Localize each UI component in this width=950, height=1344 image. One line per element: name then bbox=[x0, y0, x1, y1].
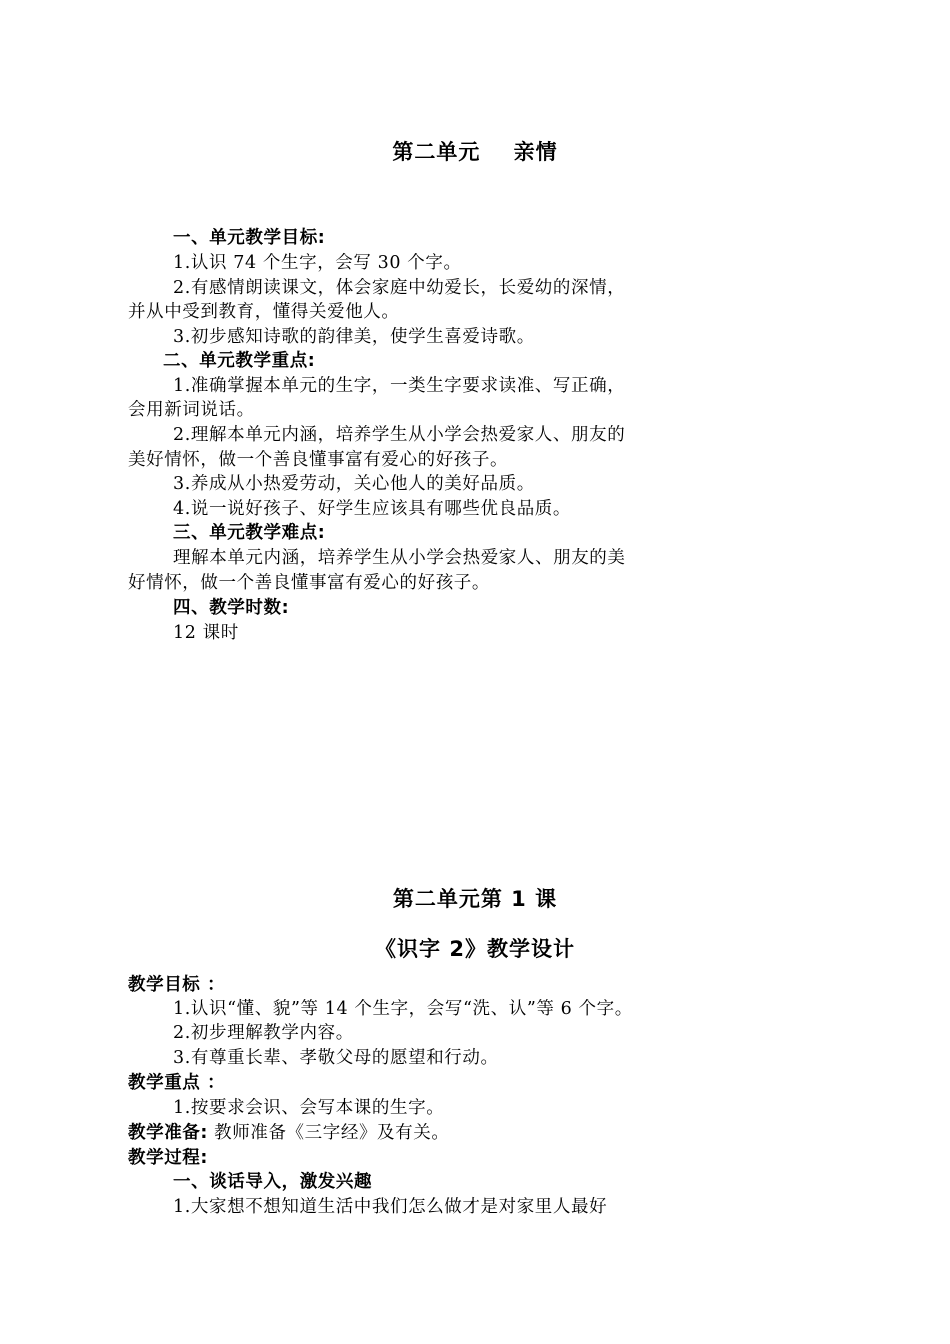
key-line-4: 4.说一说好孩子、好学生应该具有哪些优良品质。 bbox=[173, 499, 571, 519]
objective-line-1: 1.认识“懂、貌”等 14 个生字，会写“洗、认”等 6 个字。 bbox=[173, 999, 633, 1019]
goal-line-3: 3.初步感知诗歌的韵律美，使学生喜爱诗歌。 bbox=[173, 327, 535, 347]
difficulty-heading: 三、单元教学难点: bbox=[173, 523, 326, 543]
difficulty-line-1-cont: 好情怀，做一个善良懂事富有爱心的好孩子。 bbox=[128, 573, 490, 593]
goal-line-2: 2.有感情朗读课文，体会家庭中幼爱长，长爱幼的深情， bbox=[173, 278, 626, 298]
hours-heading: 四、教学时数: bbox=[173, 598, 290, 618]
prep-heading: 教学准备: bbox=[128, 1123, 208, 1143]
focus-heading: 教学重点 ： bbox=[128, 1073, 226, 1093]
prep-line bbox=[128, 1121, 449, 1145]
focus-line-1: 1.按要求会识、会写本课的生字。 bbox=[173, 1098, 445, 1118]
objectives-heading: 教学目标 ： bbox=[128, 975, 226, 995]
process-heading: 教学过程: bbox=[128, 1148, 208, 1168]
difficulty-line-1: 理解本单元内涵，培养学生从小学会热爱家人、朋友的美 bbox=[173, 548, 626, 568]
lesson-subtitle: 《识字 2》教学设计 bbox=[375, 937, 575, 961]
key-line-1-cont: 会用新词说话。 bbox=[128, 400, 255, 420]
key-line-2: 2.理解本单元内涵，培养学生从小学会热爱家人、朋友的 bbox=[173, 425, 626, 445]
step1-heading: 一、谈话导入，激发兴趣 bbox=[173, 1172, 373, 1192]
unit-title: 第二单元 亲情 bbox=[392, 140, 558, 164]
step1-line-1: 1.大家想不想知道生活中我们怎么做才是对家里人最好 bbox=[173, 1197, 608, 1217]
prep-text: 教师准备《三字经》及有关。 bbox=[208, 1123, 450, 1143]
objective-line-3: 3.有尊重长辈、孝敬父母的愿望和行动。 bbox=[173, 1048, 499, 1068]
goals-heading: 一、单元教学目标: bbox=[173, 228, 326, 248]
key-line-1: 1.准确掌握本单元的生字，一类生字要求读准、写正确， bbox=[173, 376, 626, 396]
goal-line-2-cont: 并从中受到教育，懂得关爱他人。 bbox=[128, 302, 400, 322]
goal-line-1: 1.认识 74 个生字，会写 30 个字。 bbox=[173, 253, 462, 273]
lesson-title: 第二单元第 1 课 bbox=[392, 887, 558, 911]
objective-line-2: 2.初步理解教学内容。 bbox=[173, 1023, 354, 1043]
key-heading: 二、单元教学重点: bbox=[163, 351, 316, 371]
hours-value: 12 课时 bbox=[173, 623, 239, 643]
key-line-3: 3.养成从小热爱劳动，关心他人的美好品质。 bbox=[173, 474, 535, 494]
key-line-2-cont: 美好情怀，做一个善良懂事富有爱心的好孩子。 bbox=[128, 450, 509, 470]
